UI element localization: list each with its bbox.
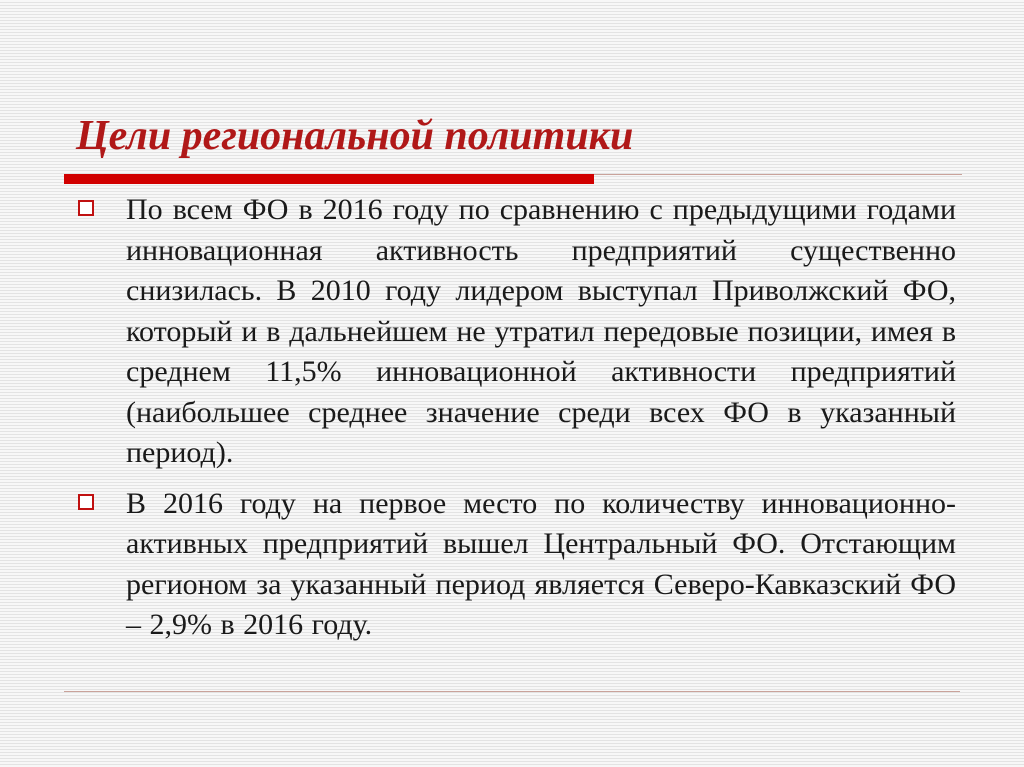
bullet-item [74, 484, 956, 646]
title-divider-line [594, 174, 962, 175]
slide-title: Цели региональной политики [76, 113, 634, 159]
square-bullet-icon [78, 200, 94, 216]
bullet-item [74, 190, 956, 474]
bullet-text: В 2016 году на первое место по количеству инновационно-активных предприятий вышел Центральный ФО. Отстающим регионом за указанный период является Северо-Кавказский ФО – 2,9% в 2016 году. [126, 486, 956, 641]
title-accent-rule [64, 174, 594, 184]
square-bullet-icon [78, 494, 94, 510]
bullet-list [74, 190, 956, 656]
bullet-text: По всем ФО в 2016 году по сравнению с предыдущими годами инновационная активность предприятий существенно снизилась. В 2010 году лидером выступал Приволжский ФО, который и в дальнейшем не утратил передовые позиции, имея в среднем 11,5% инновационной активности предприятий (наибольшее среднее значение среди всех ФО в указанный период). [126, 193, 956, 469]
footer-divider-line [64, 691, 960, 692]
